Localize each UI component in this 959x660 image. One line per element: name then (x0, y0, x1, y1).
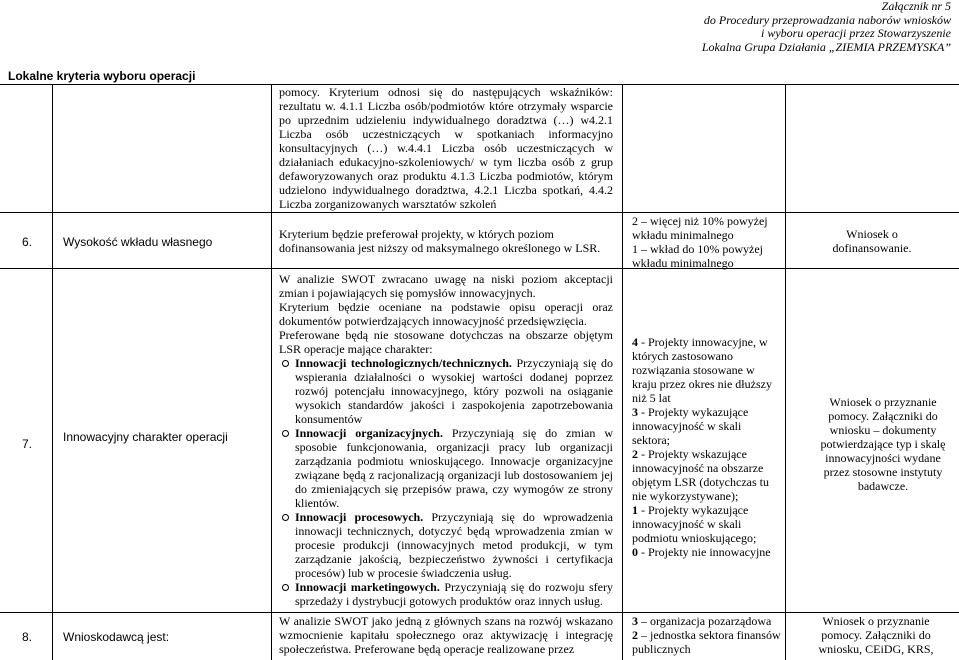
row-divider-6 (0, 212, 959, 213)
row8-score-3: 3 – organizacja pozarządowa (632, 614, 772, 628)
row7-scoring (632, 335, 782, 559)
row7-paragraph-1: W analizie SWOT zwracano uwagę na niski poziom akceptacji zmian i pojawiających się pomysłów innowacyjnych. (279, 272, 613, 300)
row7-name: Innowacyjny charakter operacji (63, 430, 228, 444)
row7-score-0: 0 - Projekty nie innowacyjne (632, 545, 771, 559)
row7-score-1: 1 - Projekty wykazujące innowacyjność w skali podmiotu wnioskującego; (632, 503, 757, 545)
header-line-4: Lokalna Grupa Działania „ZIEMIA PRZEMYSKA” (701, 39, 951, 54)
header-line-1: Załącznik nr 5 (881, 0, 951, 13)
row7-number: 7. (22, 437, 33, 451)
row7-description (279, 272, 613, 608)
innovation-marketing: Innowacji marketingowych. Przyczyniają się do rozwoju sfery sprzedaży i dystrybucji gotowych produktów oraz innych usług. (279, 580, 613, 608)
col-divider-4 (785, 84, 786, 660)
col-divider-3 (622, 84, 623, 660)
row-divider-8 (0, 612, 959, 613)
header-line-2: do Procedury przeprowadzania naborów wniosków (703, 12, 951, 27)
row8-name: Wnioskodawcą jest: (63, 630, 170, 644)
row8-verification: Wniosek o przyznanie pomocy. Załączniki do wniosku, CEiDG, KRS, (818, 614, 934, 656)
header-line-3: i wyboru operacji przez Stowarzyszenie (761, 26, 951, 40)
row7-paragraph-3: Preferowane będą nie stosowane dotychczas na obszarze objętym LSR operacje mające charakter: (279, 328, 613, 356)
row6-score-1: 1 – wkład do 10% powyżej wkładu minimalnego (632, 242, 763, 270)
innovation-technological: Innowacji technologicznych/technicznych. Przyczyniają się do wspierania działalności o wysokiej wartości dodanej poprzez rozwój potencjału innowacyjnego, który pozwoli na osiąganie wysokich standardów jakości i zaspokojenia zapotrzebowania konsumentów (279, 356, 613, 426)
innovation-process: Innowacji procesowych. Przyczyniają się do wprowadzenia innowacji technicznych, dotyczyć będą wprowadzenia zmian w procesie produkcji (innowacyjnych metod produkcji, w tym zarządzanie jakością, bezpieczeństwo żywności i certyfikacja procesów) lub w procesie świadczenia usług. (279, 510, 613, 580)
row8-description: W analizie SWOT jako jedną z głównych szans na rozwój wskazano wzmocnienie kapitału społecznego oraz aktywizację i integrację społeczeństwa. Preferowane będą operacje realizowane przez (279, 614, 613, 656)
row8-scoring (632, 614, 782, 656)
row6-number: 6. (22, 235, 33, 249)
section-title: Lokalne kryteria wyboru operacji (8, 69, 196, 83)
row6-verification: Wniosek o dofinansowanie. (832, 227, 912, 255)
row8-number: 8. (22, 630, 33, 644)
document-header (702, 0, 951, 54)
row-divider-7 (0, 268, 959, 269)
row6-score-2: 2 – więcej niż 10% powyżej wkładu minimalnego (632, 214, 768, 242)
row7-score-2: 2 - Projekty wskazujące innowacyjność na obszarze objętym LSR (dotychczas tu nie wykorzystywane); (632, 447, 769, 503)
row7-score-3: 3 - Projekty wykazujące innowacyjność w skali sektora; (632, 405, 749, 447)
row7-paragraph-2: Kryterium będzie oceniane na podstawie opisu operacji oraz dokumentów potwierdzających innowacyjność przedsięwzięcia. (279, 300, 613, 328)
row8-score-2: 2 – jednostka sektora finansów publicznych (632, 628, 781, 656)
row6-name: Wysokość wkładu własnego (63, 235, 213, 249)
row5-description: pomocy. Kryterium odnosi się do następujących wskaźników: rezultatu w. 4.1.1 Liczba osób/podmiotów które otrzymały wsparcie po uprzednim udzieleniu indywidualnego doradztwa (…) w4.2.1 Liczba osób uczestniczących w spotkaniach informacyjno konsultacyjnych (…) w.4.4.1 Liczba osób uczestniczących w działaniach edukacyjno-szkoleniowych/ w tym liczba osób z grup defaworyzowanych oraz produktu 4.1.3 Liczba podmiotów, którym udzielono indywidualnego doradztwa, 4.2.1 Liczba spotkań, 4.4.2 Liczba zorganizowanych warsztatów szkoleń (279, 85, 613, 211)
row6-description: Kryterium będzie preferował projekty, w których poziom dofinansowania jest niższy od maksymalnego określonego w LSR. (279, 227, 601, 255)
innovation-type-list (279, 356, 613, 608)
row6-scoring (632, 214, 782, 270)
col-divider-1 (52, 84, 53, 660)
row7-score-4: 4 - Projekty innowacyjne, w których zastosowano rozwiązania stosowane w kraju przez okres nie dłuższy niż 5 lat (632, 335, 772, 405)
innovation-organizational: Innowacji organizacyjnych. Przyczyniają się do zmian w sposobie funkcjonowania, organizacji pracy lub organizacji zarządzania podmiotu wnioskującego. Innowacje organizacyjne związane będą z racjonalizacją organizacji lub dostosowaniem jej do zmieniających się przepisów prawa, czy wymogów ze strony klientów. (279, 426, 613, 510)
row7-verification: Wniosek o przyznanie pomocy. Załączniki do wniosku – dokumenty potwierdzające typ i skalę innowacyjności wydane przez stosowne instytuty badawcze. (820, 395, 946, 493)
col-divider-2 (271, 84, 272, 660)
